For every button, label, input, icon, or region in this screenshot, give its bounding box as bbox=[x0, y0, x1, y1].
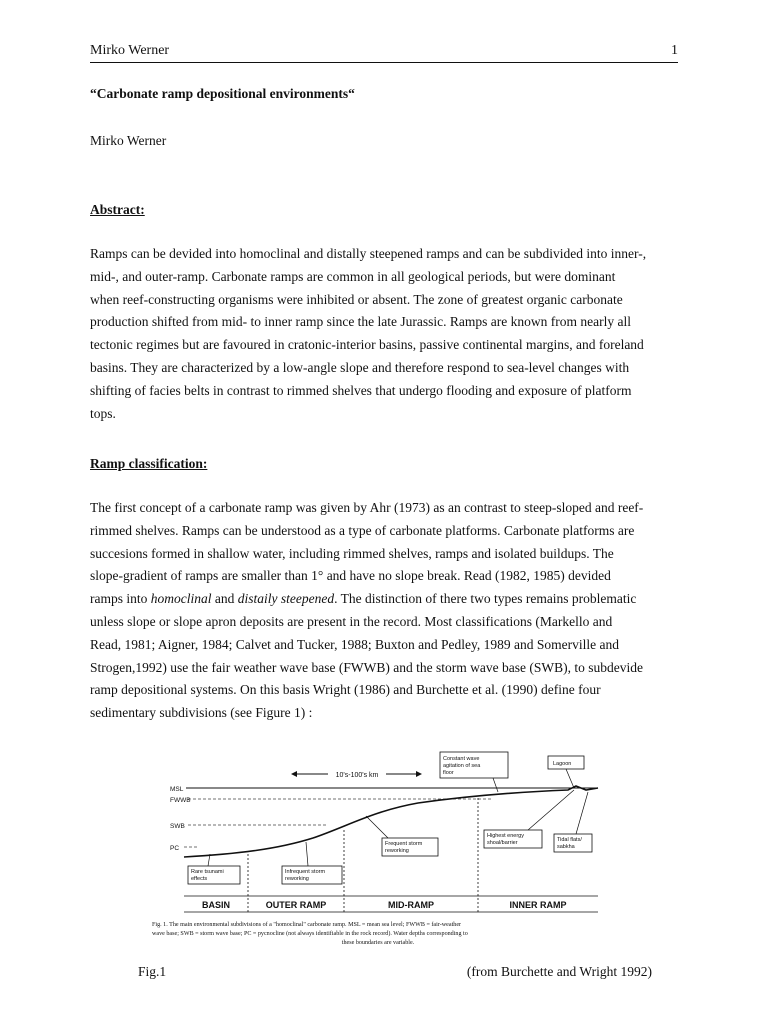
zone-mid-ramp: MID-RAMP bbox=[388, 900, 434, 910]
ramp-diagram-svg bbox=[148, 746, 608, 958]
abstract-line: Ramps can be devided into homoclinal and distally steepened ramps and can be subdivided into inner-, bbox=[90, 246, 647, 261]
figure-ramp-diagram bbox=[148, 746, 608, 958]
classification-line: ramp depositional systems. On this basis Wright (1986) and Burchette et al. (1990) define four bbox=[90, 682, 601, 698]
level-swb: SWB bbox=[170, 823, 185, 830]
abstract-line: basins. They are characterized by a low-angle slope and therefore respond to sea-level changes with bbox=[90, 359, 630, 375]
abstract-line: when reef-constructing organisms were inhibited or absent. The zone of greatest organic carbonate bbox=[90, 291, 623, 307]
term-homoclinal: homoclinal bbox=[150, 591, 212, 607]
classification-line: rimmed shelves. Ramps can be understood as a type of carbonate platforms. Carbonate platforms are bbox=[90, 522, 635, 538]
classification-line bbox=[90, 588, 680, 611]
classification-line: Read, 1981; Aigner, 1984; Calvet and Tucker, 1988; Buxton and Pedley, 1989 and Somerville and bbox=[90, 636, 619, 652]
callout-text: Frequent storm bbox=[385, 841, 423, 847]
abstract-heading: Abstract: bbox=[90, 202, 145, 217]
classification-line: sedimentary subdivisions (see Figure 1) : bbox=[90, 705, 313, 721]
callout-pointer bbox=[306, 842, 308, 866]
level-fwwb: FWWB bbox=[170, 797, 191, 804]
classification-line: Strogen,1992) use the fair weather wave base (FWWB) and the storm wave base (SWB), to subdevide bbox=[90, 659, 643, 675]
callout-text: Rare tsunami bbox=[191, 869, 224, 875]
text-run: ramps into bbox=[90, 591, 151, 607]
zone-outer-ramp: OUTER RAMP bbox=[265, 900, 327, 910]
figure-caption-line: Fig. 1. The main environmental subdivisions of a "homoclinal" carbonate ramp. MSL = mean sea level; FWWB = fair-weather bbox=[152, 922, 462, 928]
header-author: Mirko Werner bbox=[90, 43, 170, 58]
text-run: . The distinction of there two types remains problematic bbox=[334, 591, 637, 607]
scale-arrowhead-left bbox=[291, 771, 297, 777]
figure-label: Fig.1 bbox=[138, 964, 167, 979]
callout-text: Constant wave bbox=[443, 756, 480, 762]
callout-text: reworking bbox=[385, 848, 409, 854]
callout-text: Lagoon bbox=[553, 761, 572, 767]
abstract-line: production shifted from mid- to inner ramp since the late Jurassic. Ramps are known from nearly all bbox=[90, 314, 631, 330]
callout-pointer bbox=[528, 790, 574, 830]
page-header bbox=[90, 42, 678, 63]
callout-pointer bbox=[566, 769, 574, 788]
paper-author: Mirko Werner bbox=[90, 133, 167, 148]
callout-text: floor bbox=[443, 770, 454, 776]
classification-line: The first concept of a carbonate ramp was given by Ahr (1973) as an contrast to steep-sloped and reef- bbox=[90, 500, 644, 515]
text-run: and bbox=[211, 591, 238, 607]
classification-line: succesions formed in shallow water, including rimmed shelves, ramps and isolated buildups. The bbox=[90, 545, 614, 561]
abstract-line: tectonic regimes but are favoured in cratonic-interior basins, passive continental margins, and foreland bbox=[90, 337, 644, 353]
callout-text: Infrequent storm bbox=[285, 869, 326, 875]
classification-heading: Ramp classification: bbox=[90, 456, 208, 471]
paper-title: “Carbonate ramp depositional environments“ bbox=[90, 86, 355, 101]
callout-text: sabkha bbox=[557, 844, 575, 850]
zone-basin: BASIN bbox=[201, 900, 231, 910]
scale-arrowhead-right bbox=[416, 771, 422, 777]
abstract-line: shifting of facies belts in contrast to rimmed shelves that undergo flooding and exposure of platform bbox=[90, 382, 632, 398]
figure-caption-line: these boundaries are variable. bbox=[341, 940, 415, 946]
callout-pointer bbox=[366, 816, 388, 838]
abstract-line: mid-, and outer-ramp. Carbonate ramps are common in all geological periods, but were dominant bbox=[90, 268, 616, 284]
level-pc: PC bbox=[170, 845, 180, 852]
callout-text: agitation of sea bbox=[443, 763, 481, 769]
classification-line: unless slope or slope apron deposits are present in the record. Most classifications (Markello and bbox=[90, 613, 613, 629]
callout-text: effects bbox=[191, 876, 208, 882]
figure-caption-line: wave base; SWB = storm wave base; PC = pycnocline (not always identifiable in the rock record). Water depths corresponding to bbox=[152, 931, 468, 937]
callout-text: Tidal flats/ bbox=[557, 837, 582, 843]
callout-text: reworking bbox=[285, 876, 309, 882]
abstract-line: tops. bbox=[90, 405, 116, 421]
callout-text: shoal/barrier bbox=[487, 840, 518, 846]
classification-body bbox=[90, 497, 680, 725]
callout-text: Highest energy bbox=[487, 833, 524, 839]
term-distally-steepened: distaily steepened bbox=[237, 591, 335, 607]
scale-label: 10's-100's km bbox=[335, 772, 379, 779]
page-number: 1 bbox=[671, 43, 678, 58]
callout-pointer bbox=[493, 778, 498, 792]
classification-line: slope-gradient of ramps are smaller than 1° and have no slope break. Read (1982, 1985) devided bbox=[90, 568, 611, 584]
level-msl: MSL bbox=[170, 786, 184, 793]
figure-label-row bbox=[90, 964, 678, 980]
figure-source: (from Burchette and Wright 1992) bbox=[466, 964, 652, 979]
zone-inner-ramp: INNER RAMP bbox=[509, 900, 567, 910]
abstract-body bbox=[90, 243, 680, 425]
callout-pointer bbox=[576, 792, 588, 834]
